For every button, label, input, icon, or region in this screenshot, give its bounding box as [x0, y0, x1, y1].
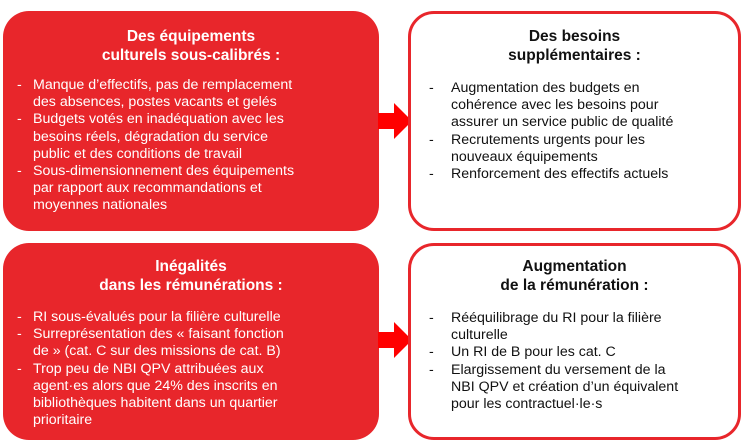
box-sous-calibres [3, 11, 379, 231]
box-title: Des équipements culturels sous-calibrés : [101, 28, 281, 64]
list-item: - Surreprésentation des « faisant fonction de » (cat. C sur des missions de cat. B) [33, 326, 365, 360]
box-besoins [408, 11, 741, 231]
bullet-list [3, 77, 379, 215]
list-item: - Renforcement des effectifs actuels [451, 166, 724, 183]
list-item: - RI sous-évalués pour la filière culturelle [33, 309, 365, 326]
list-item: - Rééquilibrage du RI pour la filière culturelle [451, 310, 724, 344]
bullet-list [3, 309, 379, 429]
box-inegalites [3, 243, 379, 440]
box-title: Augmentation de la rémunération : [500, 258, 649, 294]
right-arrow-icon [378, 322, 412, 358]
list-item: - Trop peu de NBI QPV attribuées aux agent·es alors que 24% des inscrits en bibliothèques habitent dans un quartier prioritaire [33, 361, 365, 430]
list-item: - Sous-dimensionnement des équipements par rapport aux recommandations et moyennes nationales [33, 163, 365, 215]
list-item: - Augmentation des budgets en cohérence avec les besoins pour assurer un service public de qualité [451, 80, 724, 132]
list-item: - Recrutements urgents pour les nouveaux équipements [451, 132, 724, 166]
box-title: Des besoins supplémentaires : [508, 28, 641, 64]
list-item: - Manque d’effectifs, pas de remplacement des absences, postes vacants et gelés [33, 77, 365, 111]
list-item: - Un RI de B pour les cat. C [451, 344, 724, 361]
bullet-list [411, 310, 738, 413]
box-augmentation [408, 243, 741, 440]
box-title: Inégalités dans les rémunérations : [99, 258, 283, 294]
list-item: - Elargissement du versement de la NBI QPV et création d’un équivalent pour les contractuel·le·s [451, 362, 724, 414]
right-arrow-icon [378, 103, 412, 139]
bullet-list [411, 80, 738, 183]
list-item: - Budgets votés en inadéquation avec les besoins réels, dégradation du service public et des conditions de travail [33, 111, 365, 163]
